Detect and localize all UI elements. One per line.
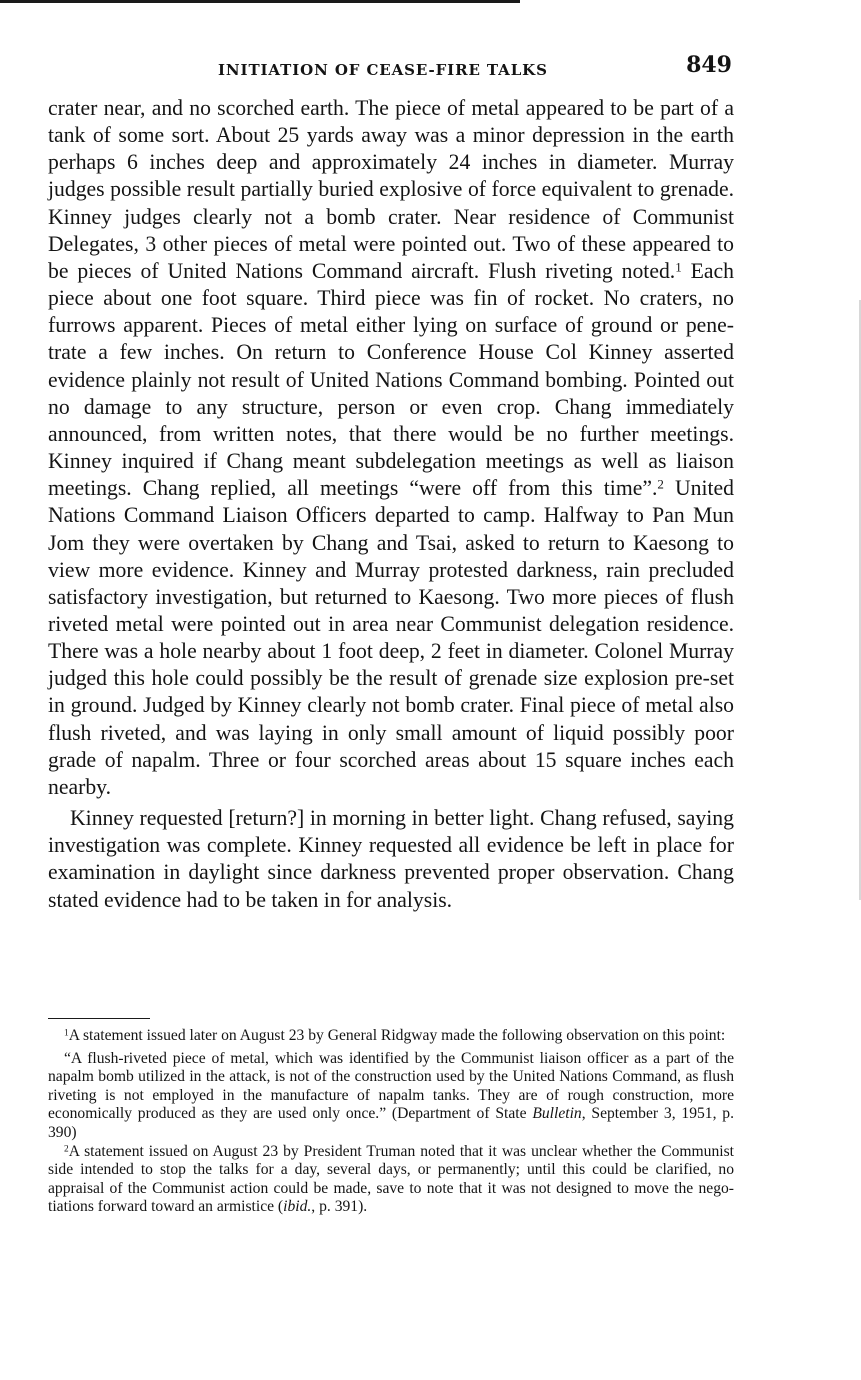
footnote-2 <box>48 1143 734 1217</box>
paragraph-1-part-b: Each piece about one foot square. Third piece was fin of rocket. No craters, no furrows apparent. Pieces of metal either lying on surface of ground or penetrate a few inches. On return to Conference House Col Kinney asserted evidence plainly not result of United Nations Command bombing. Pointed out no damage to any structure, person or even crop. Chang immediately announced, from written notes, that there would be no further meetings. Kinney inquired if Chang meant subdelegation meetings as well as liaison meetings. Chang replied, all meetings “were off from this time”. <box>48 258 735 501</box>
footnote-1-intro <box>48 1027 734 1046</box>
footnote-1-mark: 1 <box>64 1028 69 1039</box>
paragraph-1 <box>48 95 734 801</box>
footnote-ref-2: 2 <box>657 476 664 492</box>
footnote-1-journal: Bulletin <box>532 1105 582 1123</box>
paragraph-1-part-c: United Nations Command Liaison Officers departed to camp. Halfway to Pan Mun Jom they were overtaken by Chang and Tsai, asked to return to Kaesong to view more evidence. Kinney and Murray protested darkness, rain precluded satisfactory investigation, but returned to Kaesong. Two more pieces of flush riveted metal were pointed out in area near Communist delegation residence. There was a hole nearby about 1 foot deep, 2 feet in diameter. Colonel Murray judged this hole could possibly be the result of grenade size explosion pre-set in ground. Judged by Kinney clearly not bomb crater. Final piece of metal also flush riveted, and was laying in only small amount of liquid possibly poor grade of napalm. Three or four scorched areas about 15 square inches each nearby. <box>48 476 734 799</box>
footnote-2-mark: 2 <box>64 1143 69 1154</box>
main-text <box>48 95 734 914</box>
footnote-1-quote-text: “A flush-riveted piece of metal, which was identified by the Communist liaison officer as a part of the napalm bomb utilized in the attack, is not of the construction used by the United Nations Command, as flush riveting is not employed in the manufacture of napalm tanks. They are of rough construction, more economically produced as they are used only once.” (Department of State <box>48 1049 734 1123</box>
paragraph-1-part-a: crater near, and no scorched earth. The piece of metal appeared to be part of a tank of some sort. About 25 yards away was a minor depression in the earth perhaps 6 inches deep and approximately 24 inches in diameter. Murray judges possible result partially buried explosive of force equivalent to grenade. Kinney judges clearly not a bomb crater. Near residence of Communist Delegates, 3 other pieces of metal were pointed out. Two of these appeared to be pieces of United Nations Command aircraft. Flush riveting noted. <box>48 96 734 283</box>
paragraph-2: Kinney requested [return?] in morning in better light. Chang refused, saying investigation was complete. Kinney requested all evidence be left in place for examination in daylight since darkness prevented proper observation. Chang stated evidence had to be taken in for analysis. <box>48 806 734 912</box>
footnote-1-intro-text: A statement issued later on August 23 by General Ridgway made the following observation on this point: <box>68 1027 726 1044</box>
footnote-1-quote <box>48 1050 734 1143</box>
footnote-ref-1: 1 <box>675 259 682 275</box>
running-head: INITIATION OF CEASE-FIRE TALKS <box>218 61 548 79</box>
footnote-2-tail: , p. 391). <box>311 1198 368 1216</box>
footnote-1-citation: , September 3, 1951, p. 390) <box>48 1105 734 1141</box>
page-header <box>48 52 734 88</box>
footnote-rule <box>48 1018 150 1019</box>
page-number: 849 <box>686 52 732 78</box>
footnote-2-ibid: ibid. <box>283 1198 312 1216</box>
footnotes <box>48 1027 734 1217</box>
top-border-line <box>0 0 520 3</box>
footnote-2-text: A statement issued on August 23 by President Truman noted that it was unclear whether the Communist side intended to stop the talks for a day, several days, or permanently; until this could be clarified, no appraisal of the Communist action could be made, save to note that it was not designed to move the negotiations forward toward an armistice ( <box>48 1142 734 1216</box>
